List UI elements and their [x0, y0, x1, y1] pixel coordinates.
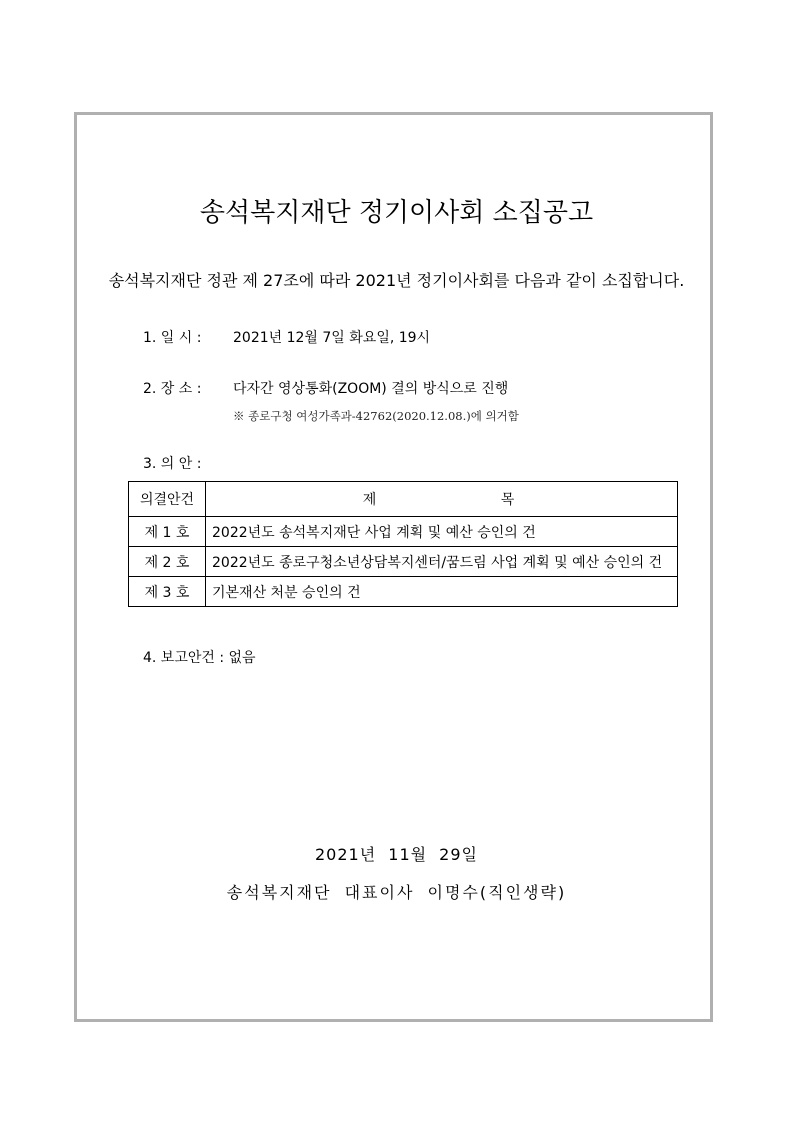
agenda-number: 제 2 호 — [129, 547, 206, 577]
agenda-number: 제 1 호 — [129, 517, 206, 547]
intro-text: 송석복지재단 정관 제 27조에 따라 2021년 정기이사회를 다음과 같이 소집합니다. — [108, 271, 685, 290]
item-agenda-label: 3. 의 안 : — [143, 456, 202, 472]
notice-date: 2021년 11월 29일 — [315, 845, 478, 864]
agenda-table — [128, 481, 678, 607]
agenda-title: 2022년도 송석복지재단 사업 계획 및 예산 승인의 건 — [206, 517, 678, 547]
table-row — [129, 547, 678, 577]
table-header-row — [129, 482, 678, 517]
item-datetime — [143, 327, 430, 347]
signature: 송석복지재단 대표이사 이명수(직인생략) — [226, 883, 567, 902]
item-agenda — [143, 453, 233, 473]
item-place-value: 다자간 영상통화(ZOOM) 결의 방식으로 진행 — [233, 381, 509, 397]
item-report: 4. 보고안건 : 없음 — [143, 650, 256, 666]
legal-note: ※ 종로구청 여성가족과-42762(2020.12.08.)에 의거함 — [233, 409, 519, 423]
agenda-title: 2022년도 종로구청소년상담복지센터/꿈드림 사업 계획 및 예산 승인의 건 — [206, 547, 678, 577]
item-place-label: 2. 장 소 : — [143, 381, 202, 397]
item-datetime-label: 1. 일 시 : — [143, 330, 202, 346]
item-place — [143, 378, 508, 398]
agenda-title: 기본재산 처분 승인의 건 — [206, 577, 678, 607]
agenda-number: 제 3 호 — [129, 577, 206, 607]
table-header-cell: 제 목 — [206, 482, 678, 517]
table-row — [129, 577, 678, 607]
table-row — [129, 517, 678, 547]
page-title: 송석복지재단 정기이사회 소집공고 — [199, 198, 594, 228]
table-header-cell: 의결안건 — [129, 482, 206, 517]
item-datetime-value: 2021년 12월 7일 화요일, 19시 — [233, 330, 431, 346]
